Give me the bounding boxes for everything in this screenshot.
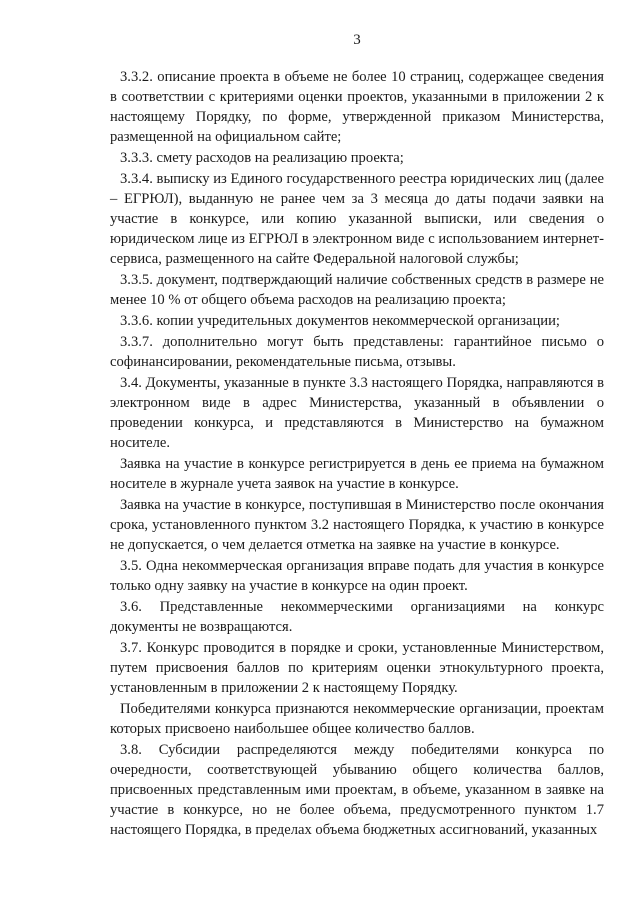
paragraph-3-8: 3.8. Субсидии распределяются между победителями конкурса по очередности, соответствующей убыванию общего количества баллов, присвоенных представленным ими проектам, в объеме, указанном в заявке на участие в конкурсе, но не более объема, предусмотренного пунктом 1.7 настоящего Порядка, в пределах объема бюджетных ассигнований, указанных <box>110 742 604 838</box>
paragraph-3-3-7: 3.3.7. дополнительно могут быть представлены: гарантийное письмо о софинансировании, рекомендательные письма, отзывы. <box>110 334 604 370</box>
paragraph-3-3-6: 3.3.6. копии учредительных документов некоммерческой организации; <box>120 313 560 329</box>
page-number: 3 <box>353 32 361 48</box>
paragraph-winners: Победителями конкурса признаются некоммерческие организации, проектам которых присвоено наибольшее общее количество баллов. <box>110 701 604 737</box>
paragraph-3-7: 3.7. Конкурс проводится в порядке и сроки, установленные Министерством, путем присвоения баллов по критериям оценки этнокультурного проекта, установленным в приложении 2 к настоящему Порядку. <box>110 640 604 696</box>
paragraph-3-3-2: 3.3.2. описание проекта в объеме не более 10 страниц, содержащее сведения в соответствии с критериями оценки проектов, указанными в приложении 2 к настоящему Порядку, по форме, утвержденной приказом Министерства, размещенной на официальном сайте; <box>110 69 604 145</box>
paragraph-late-application: Заявка на участие в конкурсе, поступившая в Министерство после окончания срока, установленного пунктом 3.2 настоящего Порядка, к участию в конкурсе не допускается, о чем делается отметка на заявке на участие в конкурсе. <box>110 497 604 553</box>
paragraph-3-5: 3.5. Одна некоммерческая организация вправе подать для участия в конкурсе только одну заявку на участие в конкурсе на один проект. <box>110 558 604 594</box>
paragraph-3-6: 3.6. Представленные некоммерческими организациями на конкурс документы не возвращаются. <box>110 599 604 635</box>
paragraph-3-3-3: 3.3.3. смету расходов на реализацию проекта; <box>120 150 404 166</box>
paragraph-registration: Заявка на участие в конкурсе регистрируется в день ее приема на бумажном носителе в журнале учета заявок на участие в конкурсе. <box>110 456 604 492</box>
paragraph-3-3-5: 3.3.5. документ, подтверждающий наличие собственных средств в размере не менее 10 % от общего объема расходов на реализацию проекта; <box>110 272 604 308</box>
paragraph-3-3-4: 3.3.4. выписку из Единого государственного реестра юридических лиц (далее – ЕГРЮЛ), выданную не ранее чем за 3 месяца до даты подачи заявки на участие в конкурсе, или копию указанной выписки, или сведения о юридическом лице из ЕГРЮЛ в электронном виде с использованием интернет-сервиса, размещенного на сайте Федеральной налоговой службы; <box>110 171 604 267</box>
paragraph-3-4: 3.4. Документы, указанные в пункте 3.3 настоящего Порядка, направляются в электронном виде в адрес Министерства, указанный в объявлении о проведении конкурса, и представляются в Министерство на бумажном носителе. <box>110 375 604 451</box>
